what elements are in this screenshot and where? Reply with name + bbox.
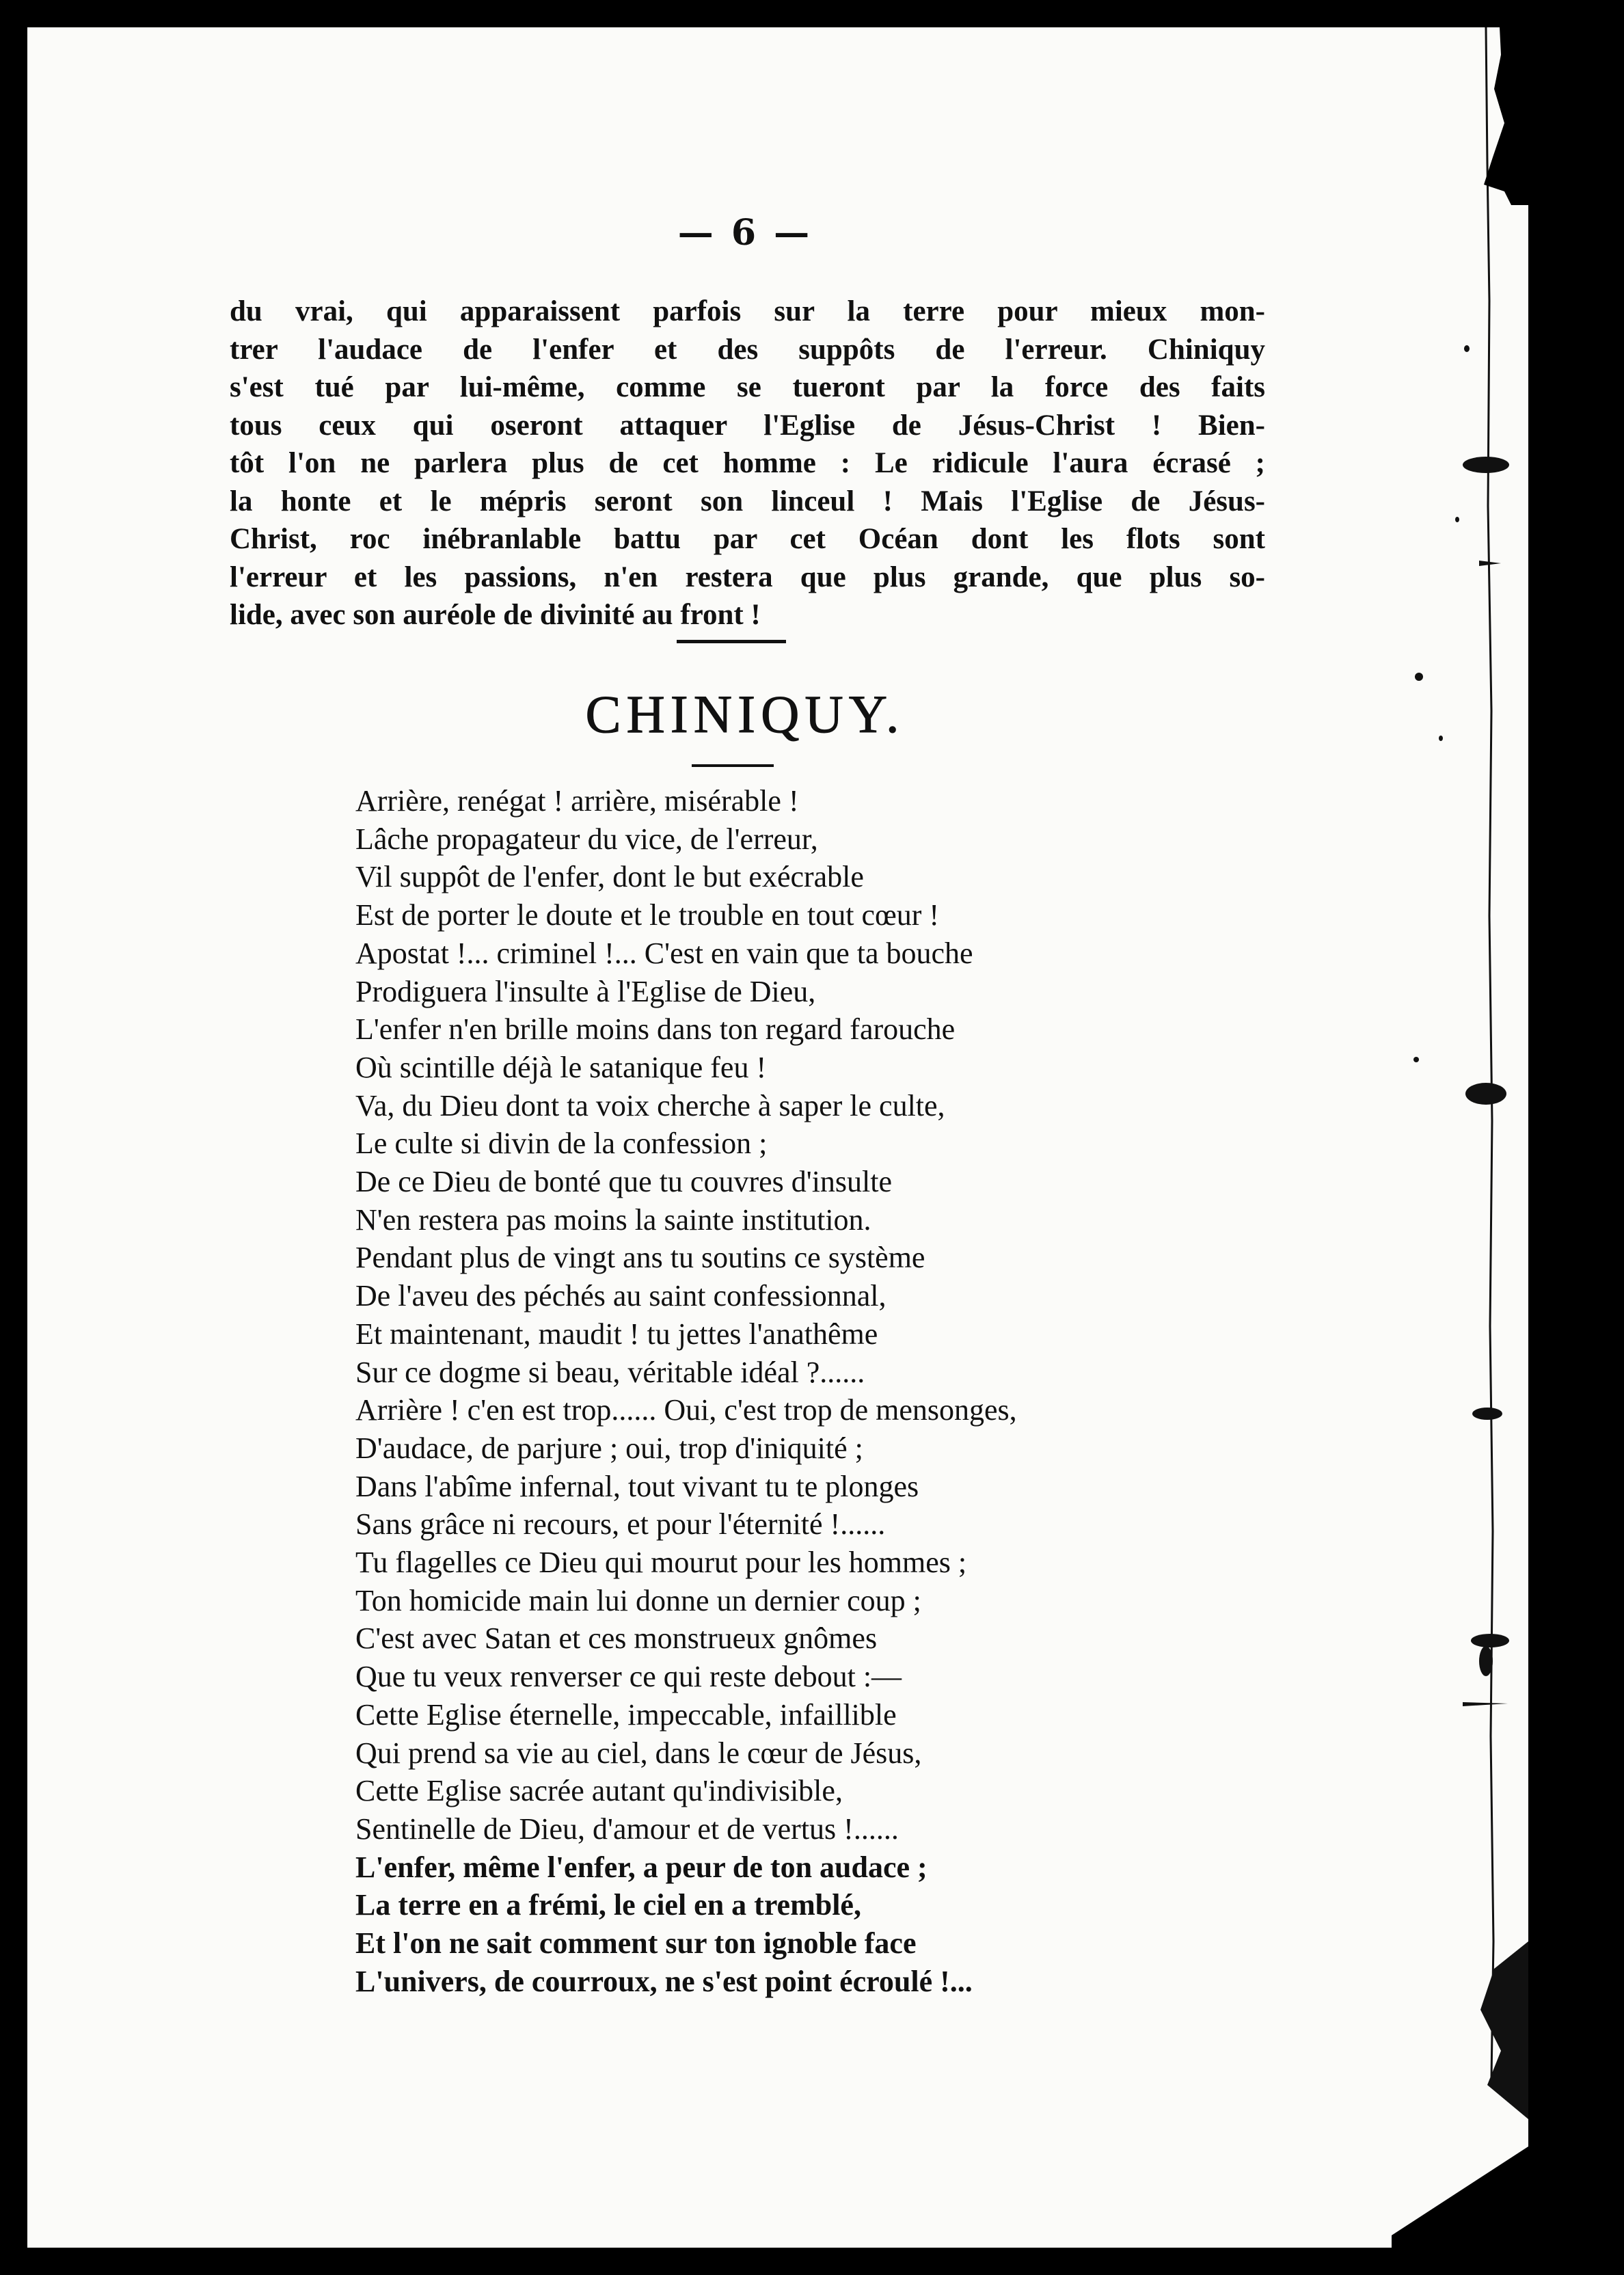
poem-verse: D'audace, de parjure ; oui, trop d'iniquité ; xyxy=(355,1431,863,1465)
poem-verse: Sur ce dogme si beau, véritable idéal ?...... xyxy=(355,1355,865,1389)
poem-verse: Où scintille déjà le satanique feu ! xyxy=(355,1050,767,1084)
prose-line: s'est tué par lui-même, comme se tueront par la force des faits xyxy=(230,371,1265,403)
poem-verse: L'enfer, même l'enfer, a peur de ton audace ; xyxy=(355,1850,928,1884)
poem-verse: Va, du Dieu dont ta voix cherche à saper le culte, xyxy=(355,1088,945,1122)
poem-verse: De l'aveu des péchés au saint confessionnal, xyxy=(355,1279,887,1313)
poem-verse: Et maintenant, maudit ! tu jettes l'anathême xyxy=(355,1317,878,1351)
prose-line: l'erreur et les passions, n'en restera que plus grande, que plus so- xyxy=(230,561,1265,593)
poem-verse: N'en restera pas moins la sainte institution. xyxy=(355,1202,871,1237)
poem-verse: L'univers, de courroux, ne s'est point écroulé !... xyxy=(355,1964,973,1998)
prose-line: tous ceux qui oseront attaquer l'Eglise de Jésus-Christ ! Bien- xyxy=(230,409,1265,442)
poem-verse: Que tu veux renverser ce qui reste debout :— xyxy=(355,1660,902,1694)
prose-line: du vrai, qui apparaissent parfois sur la terre pour mieux mon- xyxy=(230,295,1265,327)
poem-verse: Arrière, renégat ! arrière, misérable ! xyxy=(355,784,799,818)
prose-line: trer l'audace de l'enfer et des suppôts de l'erreur. Chiniquy xyxy=(230,333,1265,366)
poem-verse: L'enfer n'en brille moins dans ton regard farouche xyxy=(355,1012,956,1047)
poem-verse: Dans l'abîme infernal, tout vivant tu te plonges xyxy=(355,1469,919,1503)
prose-paragraph xyxy=(230,293,1265,634)
poem-verse: Arrière ! c'en est trop...... Oui, c'est trop de mensonges, xyxy=(355,1393,1017,1427)
poem-verse: De ce Dieu de bonté que tu couvres d'insulte xyxy=(355,1165,893,1199)
poem-verse: La terre en a frémi, le ciel en a tremblé, xyxy=(355,1888,861,1922)
prose-line: Christ, roc inébranlable battu par cet Océan dont les flots sont xyxy=(230,523,1265,555)
section-divider-top xyxy=(677,640,786,643)
poem-verse: Tu flagelles ce Dieu qui mourut pour les hommes ; xyxy=(355,1546,967,1580)
poem-verse: Apostat !... criminel !... C'est en vain que ta bouche xyxy=(355,936,973,970)
poem-title: CHINIQUY. xyxy=(585,684,905,744)
poem-verse: Sans grâce ni recours, et pour l'éternité !...... xyxy=(355,1507,886,1542)
poem-verse: Est de porter le doute et le trouble en tout cœur ! xyxy=(355,898,940,932)
page-number: — 6 — xyxy=(677,212,813,254)
poem-verse: Et l'on ne sait comment sur ton ignoble face xyxy=(355,1926,917,1961)
poem-verse: Lâche propagateur du vice, de l'erreur, xyxy=(355,822,818,856)
poem-verse: Ton homicide main lui donne un dernier coup ; xyxy=(355,1583,921,1617)
poem-verse: Cette Eglise éternelle, impeccable, infaillible xyxy=(355,1697,897,1732)
binding-edge-marks xyxy=(1392,27,1528,2248)
poem-verse: Vil suppôt de l'enfer, dont le but exécrable xyxy=(355,860,864,894)
poem-verse: C'est avec Satan et ces monstrueux gnômes xyxy=(355,1621,878,1656)
prose-line: la honte et le mépris seront son linceul ! Mais l'Eglise de Jésus- xyxy=(230,485,1265,517)
poem-verse: Pendant plus de vingt ans tu soutins ce système xyxy=(355,1241,925,1275)
poem-verse: Le culte si divin de la confession ; xyxy=(355,1127,768,1161)
poem-verse: Sentinelle de Dieu, d'amour et de vertus !...... xyxy=(355,1812,899,1846)
prose-line: lide, avec son auréole de divinité au front ! xyxy=(230,599,761,631)
document-page xyxy=(27,27,1528,2248)
poem-verse: Cette Eglise sacrée autant qu'indivisible, xyxy=(355,1774,843,1808)
prose-line: tôt l'on ne parlera plus de cet homme : Le ridicule l'aura écrasé ; xyxy=(230,447,1265,479)
poem-verse: Qui prend sa vie au ciel, dans le cœur de Jésus, xyxy=(355,1736,922,1770)
poem xyxy=(355,782,1326,2001)
section-divider-bottom xyxy=(692,764,774,767)
poem-verse: Prodiguera l'insulte à l'Eglise de Dieu, xyxy=(355,974,816,1008)
